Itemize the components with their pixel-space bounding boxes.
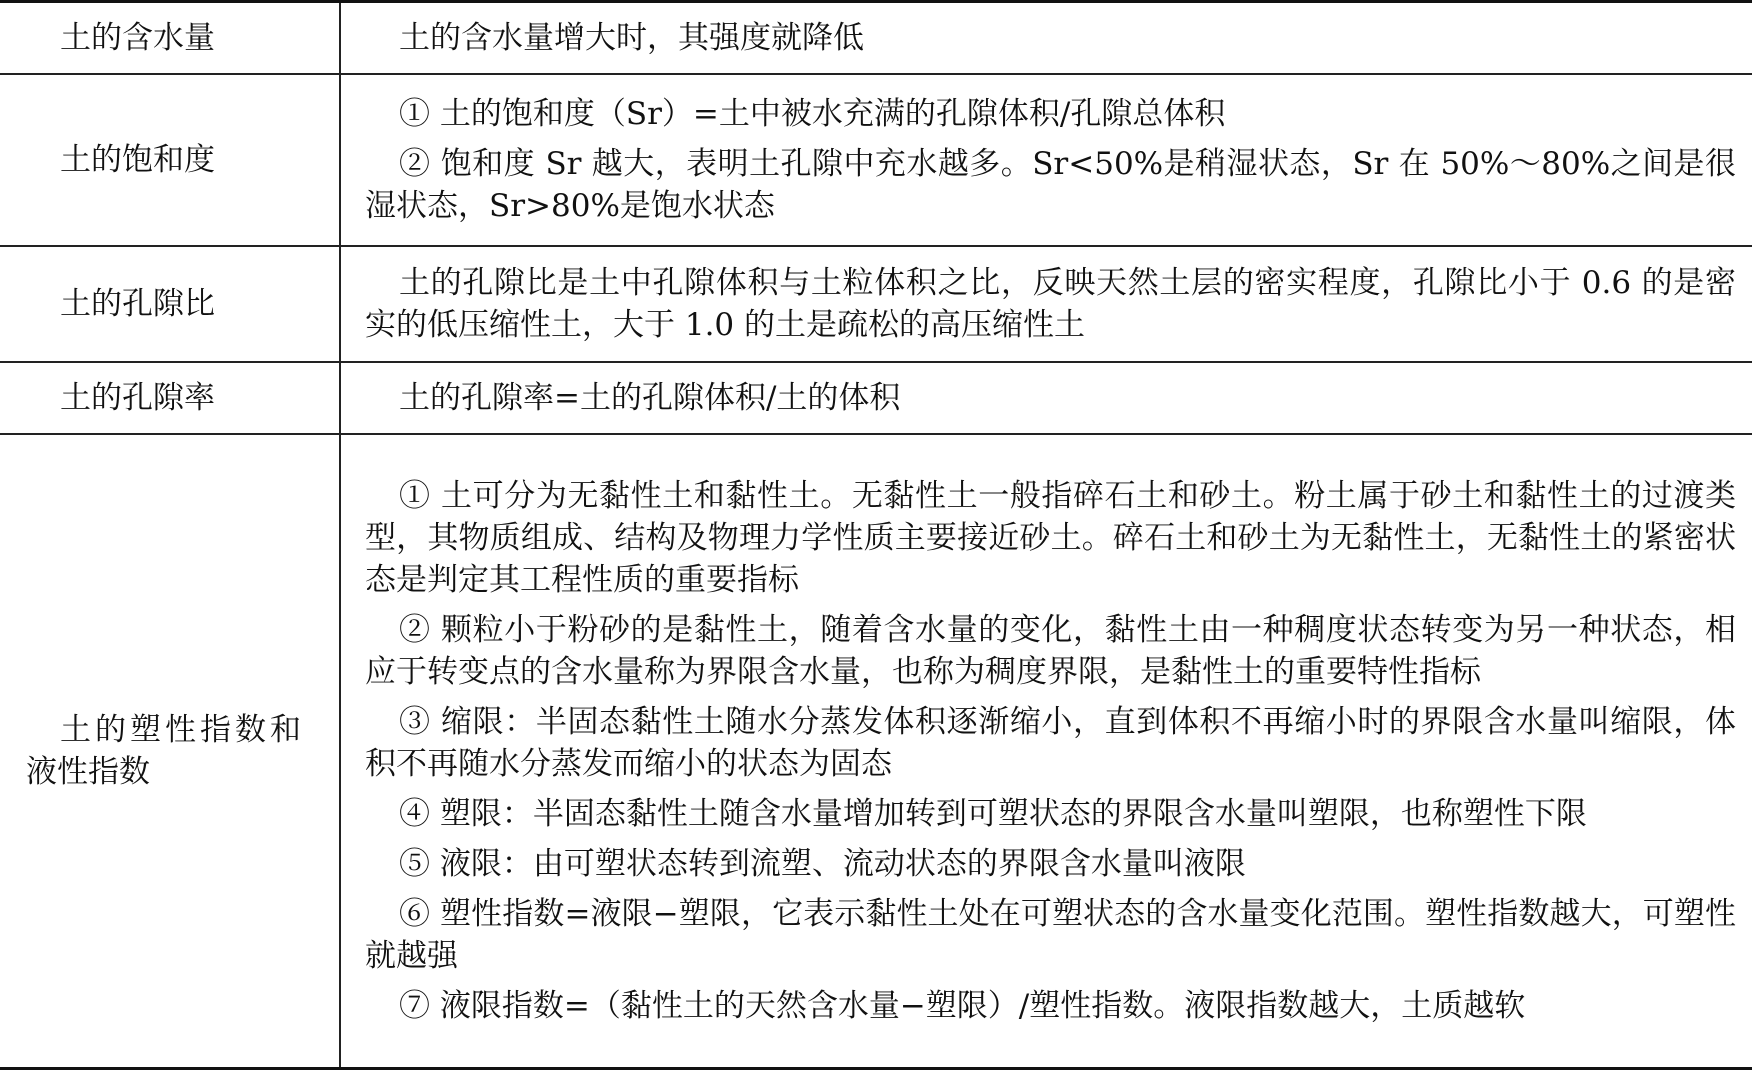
table-row [0,434,1752,1069]
description-paragraph: ⑤ 液限：由可塑状态转到流塑、流动状态的界限含水量叫液限 [399,846,1246,882]
description-paragraph: ⑦ 液限指数=（黏性土的天然含水量−塑限）/塑性指数。液限指数越大，土质越软 [399,988,1526,1024]
table-row [0,362,1752,434]
property-name-cell [0,434,340,1069]
table-row [0,74,1752,246]
description-paragraph: 土的孔隙比是土中孔隙体积与土粒体积之比，反映天然土层的密实程度，孔隙比小于 0.6 的是密实的低压缩性土，大于 1.0 的土是疏松的高压缩性土 [365,265,1736,343]
description-paragraph: ② 饱和度 Sr 越大，表明土孔隙中充水越多。Sr<50%是稍湿状态，Sr 在 50%～80%之间是很湿状态，Sr>80%是饱水状态 [365,146,1736,224]
description-paragraph: ③ 缩限：半固态黏性土随水分蒸发体积逐渐缩小，直到体积不再缩小时的界限含水量叫缩限，体积不再随水分蒸发而缩小的状态为固态 [365,704,1736,782]
description-paragraph: ② 颗粒小于粉砂的是黏性土，随着含水量的变化，黏性土由一种稠度状态转变为另一种状态，相应于转变点的含水量称为界限含水量，也称为稠度界限，是黏性土的重要特性指标 [365,612,1736,690]
description-paragraph: ⑥ 塑性指数=液限−塑限，它表示黏性土处在可塑状态的含水量变化范围。塑性指数越大，可塑性就越强 [365,896,1736,974]
property-description-cell [340,2,1752,75]
table-row [0,2,1752,75]
property-description-cell [340,434,1752,1069]
property-name-cell: 土的饱和度 [0,74,340,246]
description-paragraph: ① 土的饱和度（Sr）=土中被水充满的孔隙体积/孔隙总体积 [399,96,1226,132]
property-description-cell [340,362,1752,434]
description-paragraph: ① 土可分为无黏性土和黏性土。无黏性土一般指碎石土和砂土。粉土属于砂土和黏性土的过渡类型，其物质组成、结构及物理力学性质主要接近砂土。碎石土和砂土为无黏性土，无黏性土的紧密状态是判定其工程性质的重要指标 [365,478,1736,598]
property-name-line: 土的塑性指数和 [60,712,305,748]
property-name-cell: 土的孔隙率 [0,362,340,434]
description-paragraph: 土的孔隙率=土的孔隙体积/土的体积 [399,380,901,416]
property-name-line: 液性指数 [26,754,150,790]
property-description-cell [340,74,1752,246]
property-name-cell: 土的含水量 [0,2,340,75]
property-description-cell [340,246,1752,362]
property-name-cell: 土的孔隙比 [0,246,340,362]
table-row [0,246,1752,362]
description-paragraph: ④ 塑限：半固态黏性土随含水量增加转到可塑状态的界限含水量叫塑限，也称塑性下限 [399,796,1587,832]
description-paragraph: 土的含水量增大时，其强度就降低 [399,20,864,56]
